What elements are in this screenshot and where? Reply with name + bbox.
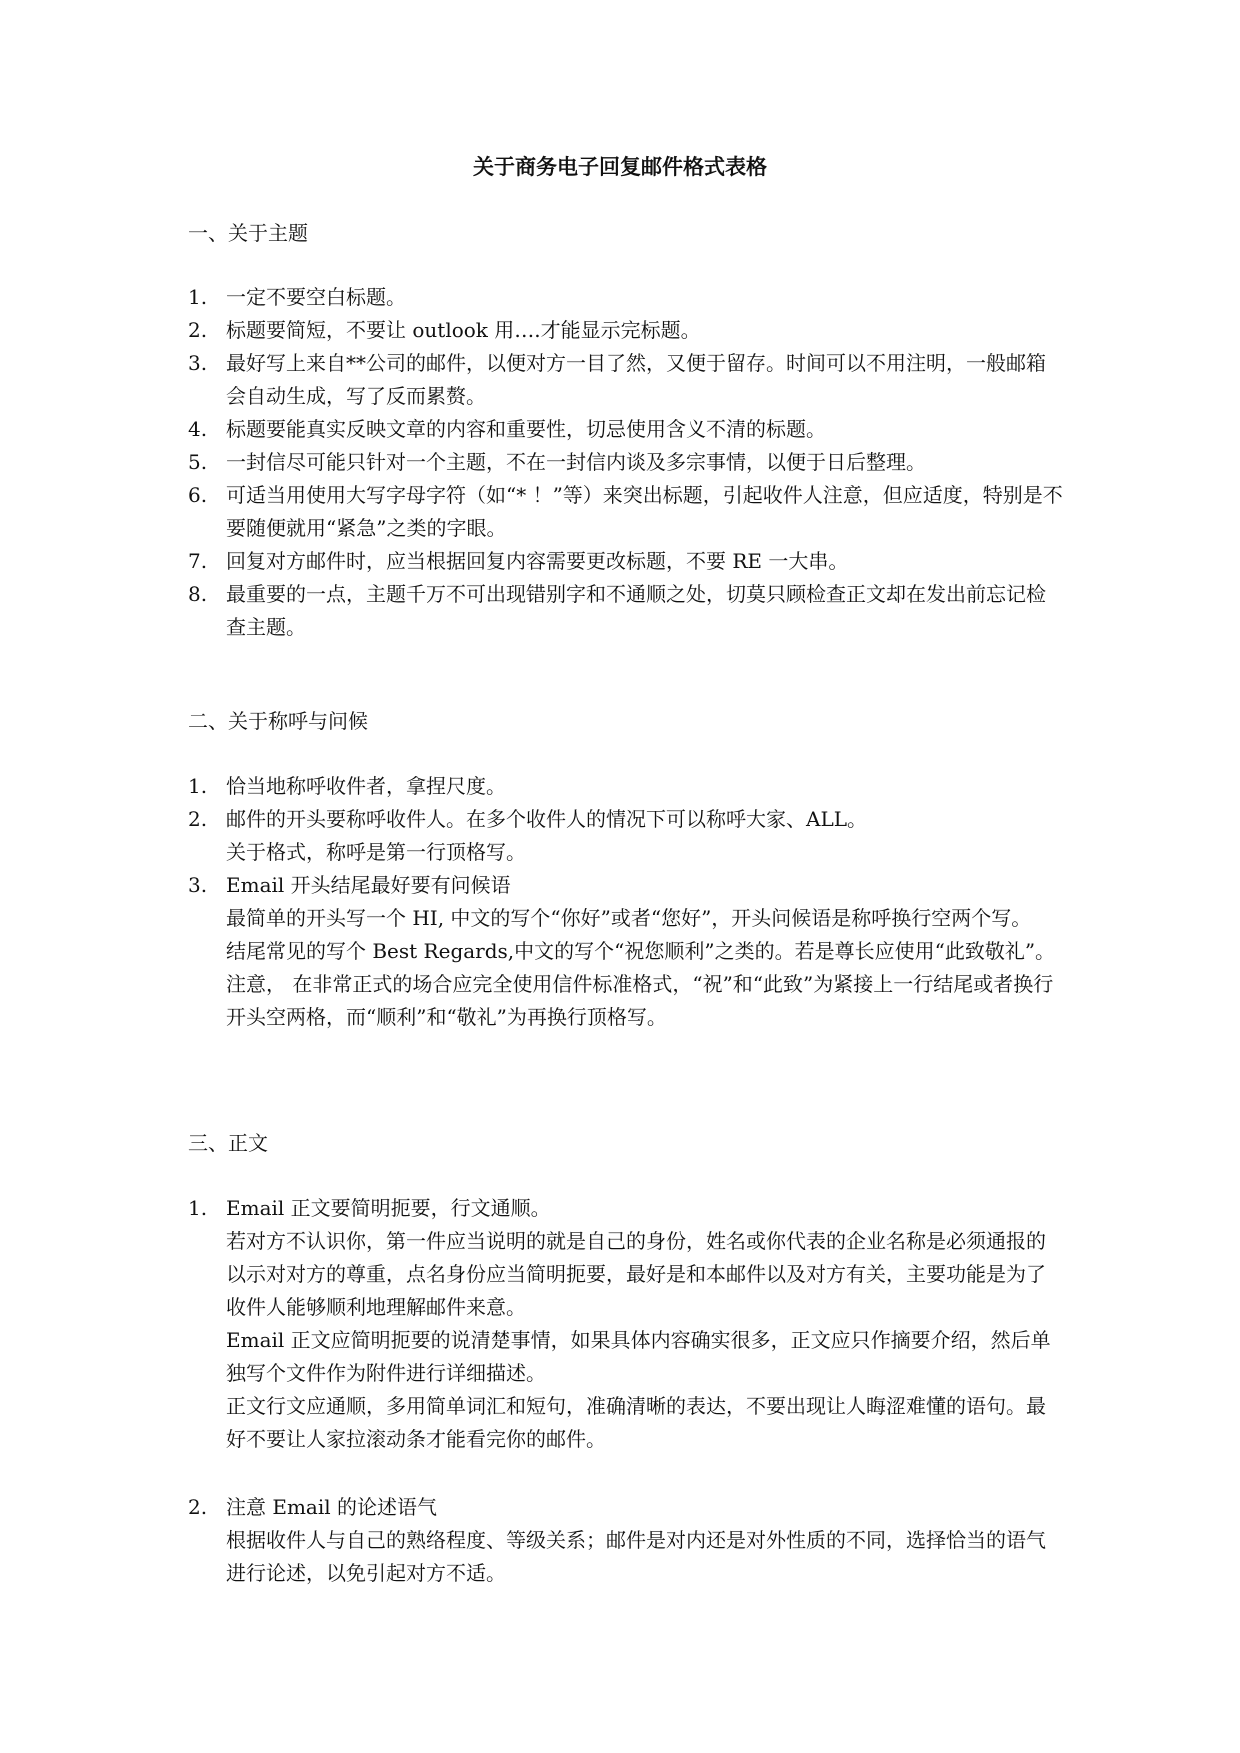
list-item: [188, 545, 1064, 578]
item-number: 5.: [188, 450, 208, 474]
item-number: 6.: [188, 483, 208, 507]
item-number: 3.: [188, 351, 208, 375]
item-text: 注意 Email 的论述语气: [226, 1495, 437, 1519]
item-number: 3.: [188, 873, 208, 897]
list-item: [188, 347, 1064, 413]
item-number: 2.: [188, 1495, 208, 1519]
item-number: 8.: [188, 582, 208, 606]
item-text: 标题要能真实反映文章的内容和重要性，切忌使用含义不清的标题。: [226, 417, 826, 441]
item-text: 关于格式，称呼是第一行顶格写。: [226, 840, 526, 864]
item-text: 最简单的开头写一个 HI, 中文的写个“你好”或者“您好”，开头问候语是称呼换行空两个写。: [226, 906, 1032, 930]
item-number: 1.: [188, 285, 208, 309]
item-text: 一定不要空白标题。: [226, 285, 406, 309]
list-item: [188, 578, 1064, 644]
item-text: 恰当地称呼收件者，拿捏尺度。: [226, 774, 506, 798]
list-item: [188, 1491, 1064, 1590]
item-text: Email 正文应简明扼要的说清楚事情，如果具体内容确实很多，正文应只作摘要介绍，然后单独写个文件作为附件进行详细描述。: [226, 1328, 1051, 1385]
item-text: 最重要的一点，主题千万不可出现错别字和不通顺之处，切莫只顾检查正文却在发出前忘记检查主题。: [226, 582, 1046, 639]
section-heading-body: 三、正文: [188, 1131, 268, 1155]
item-text: Email 正文要简明扼要，行文通顺。: [226, 1196, 551, 1220]
item-text: 若对方不认识你，第一件应当说明的就是自己的身份，姓名或你代表的企业名称是必须通报的以示对对方的尊重，点名身份应当简明扼要，最好是和本邮件以及对方有关，主要功能是为了收件人能够顺利地理解邮件来意。: [226, 1229, 1046, 1319]
list-item: [188, 1192, 1064, 1456]
list-item: [188, 446, 1064, 479]
section-heading-greeting: 二、关于称呼与问候: [188, 709, 368, 733]
list-item: [188, 803, 1064, 869]
item-text: 一封信尽可能只针对一个主题，不在一封信内谈及多宗事情，以便于日后整理。: [226, 450, 926, 474]
list-item: [188, 770, 1064, 803]
list-item: [188, 869, 1064, 1034]
item-number: 1.: [188, 774, 208, 798]
item-text: 邮件的开头要称呼收件人。在多个收件人的情况下可以称呼大家、ALL。: [226, 807, 868, 831]
list-item: [188, 281, 1064, 314]
item-text: Email 开头结尾最好要有问候语: [226, 873, 511, 897]
list-item: [188, 314, 1064, 347]
list-item: [188, 413, 1064, 446]
item-text: 最好写上来自**公司的邮件，以便对方一目了然，又便于留存。时间可以不用注明，一般邮箱会自动生成，写了反而累赘。: [226, 351, 1046, 408]
section-heading-subject: 一、关于主题: [188, 221, 308, 245]
item-number: 2.: [188, 318, 208, 342]
item-text: 正文行文应通顺，多用简单词汇和短句，准确清晰的表达，不要出现让人晦涩难懂的语句。最好不要让人家拉滚动条才能看完你的邮件。: [226, 1394, 1046, 1451]
document-title: 关于商务电子回复邮件格式表格: [473, 154, 767, 179]
list-item: [188, 479, 1064, 545]
item-text: 可适当用使用大写字母字符（如“* ！”等）来突出标题，引起收件人注意，但应适度，特别是不要随便就用“紧急”之类的字眼。: [226, 483, 1063, 540]
item-number: 4.: [188, 417, 208, 441]
item-text: 根据收件人与自己的熟络程度、等级关系；邮件是对内还是对外性质的不同，选择恰当的语气进行论述，以免引起对方不适。: [226, 1528, 1046, 1585]
item-number: 2.: [188, 807, 208, 831]
item-text: 标题要简短，不要让 outlook 用….才能显示完标题。: [226, 318, 701, 342]
item-number: 7.: [188, 549, 208, 573]
item-text: 结尾常见的写个 Best Regards,中文的写个“祝您顺利”之类的。若是尊长应使用“此致敬礼”。 注意， 在非常正式的场合应完全使用信件标准格式，“祝”和“此致”为紧接上一行结尾或者换行开头空两格，而“顺利”和“敬礼”为再换行顶格写。: [226, 939, 1056, 1029]
item-text: 回复对方邮件时，应当根据回复内容需要更改标题，不要 RE 一大串。: [226, 549, 849, 573]
item-number: 1.: [188, 1196, 208, 1220]
